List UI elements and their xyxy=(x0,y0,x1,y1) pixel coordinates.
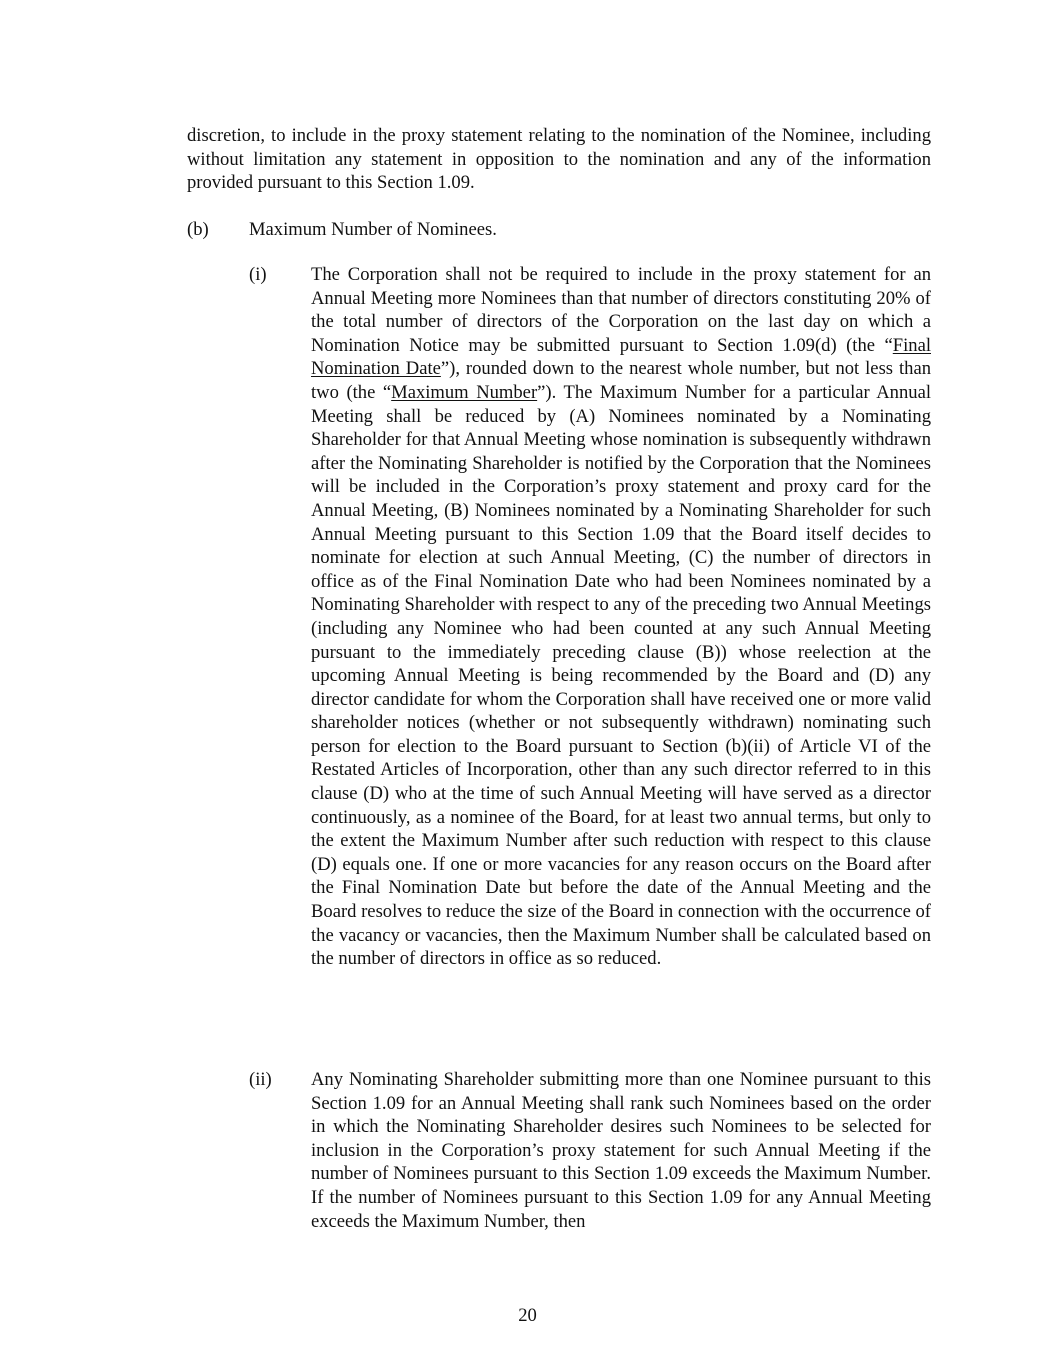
clause-i-text-part-3: ”). The Maximum Number for a particular Annual Meeting shall be reduced by (A) Nominees nominated by a Nominating Shareholder for that Annual Meeting whose nomination is subsequently withdrawn after the Nominating Shareholder is notified by the Corporation that the Nominees will be included in the Corporation’s proxy statement and proxy card for the Annual Meeting, (B) Nominees nominated by a Nominating Shareholder for such Annual Meeting pursuant to this Section 1.09 that the Board itself decides to nominate for election at such Annual Meeting, (C) the number of directors in office as of the Final Nomination Date who had been Nominees nominated by a Nominating Shareholder with respect to any of the preceding two Annual Meetings (including any Nominee who had been counted at any such Annual Meeting pursuant to the immediately preceding clause (B)) whose reelection at the upcoming Annual Meeting is being recommended by the Board and (D) any director candidate for whom the Corporation shall have received one or more valid shareholder notices (whether or not subsequently withdrawn) nominating such person for election to the Board pursuant to Section (b)(ii) of Article VI of the Restated Articles of Incorporation, other than any such director referred to in this clause (D) who at the time of such Annual Meeting will have served as a director continuously, as a nominee of the Board, for at least two annual terms, but only to the extent the Maximum Number after such reduction with respect to this clause (D) equals one. If one or more vacancies for any reason occurs on the Board after the Final Nomination Date but before the date of the Annual Meeting and the Board resolves to reduce the size of the Board in connection with the occurrence of the vacancy or vacancies, then the Maximum Number shall be calculated based on the number of directors in office as so reduced. xyxy=(311,381,931,970)
section-b-heading: Maximum Number of Nominees. xyxy=(249,219,497,240)
page-number: 20 xyxy=(518,1305,537,1326)
defined-term-maximum-number: Maximum Number xyxy=(391,381,538,403)
clause-i-marker: (i) xyxy=(249,264,267,285)
intro-paragraph: discretion, to include in the proxy statement relating to the nomination of the Nominee, including without limitation any statement in opposition to the nomination and any of the information provided pursuant to this Section 1.09. xyxy=(187,125,931,194)
clause-i-text-part-2: ”), rounded down to the nearest whole number, but not less than two (the “ xyxy=(311,358,931,403)
clause-ii-text: Any Nominating Shareholder submitting more than one Nominee pursuant to this Section 1.09 for an Annual Meeting shall rank such Nominees based on the order in which the Nominating Shareholder desires such Nominees to be selected for inclusion in the Corporation’s proxy statement for such Annual Meeting if the number of Nominees pursuant to this Section 1.09 exceeds the Maximum Number. If the number of Nominees pursuant to this Section 1.09 for any Annual Meeting exceeds the Maximum Number, then xyxy=(311,1069,931,1232)
defined-term-final-nomination-date: Final Nomination Date xyxy=(311,334,931,380)
clause-i-text xyxy=(311,263,931,971)
clause-i-text-part-1: The Corporation shall not be required to include in the proxy statement for an Annual Meeting more Nominees than that number of directors constituting 20% of the total number of directors of the Corporation on the last day on which a Nomination Notice may be submitted pursuant to Section 1.09(d) (the “ xyxy=(311,264,931,356)
section-b-marker: (b) xyxy=(187,219,209,240)
clause-ii-marker: (ii) xyxy=(249,1069,272,1090)
